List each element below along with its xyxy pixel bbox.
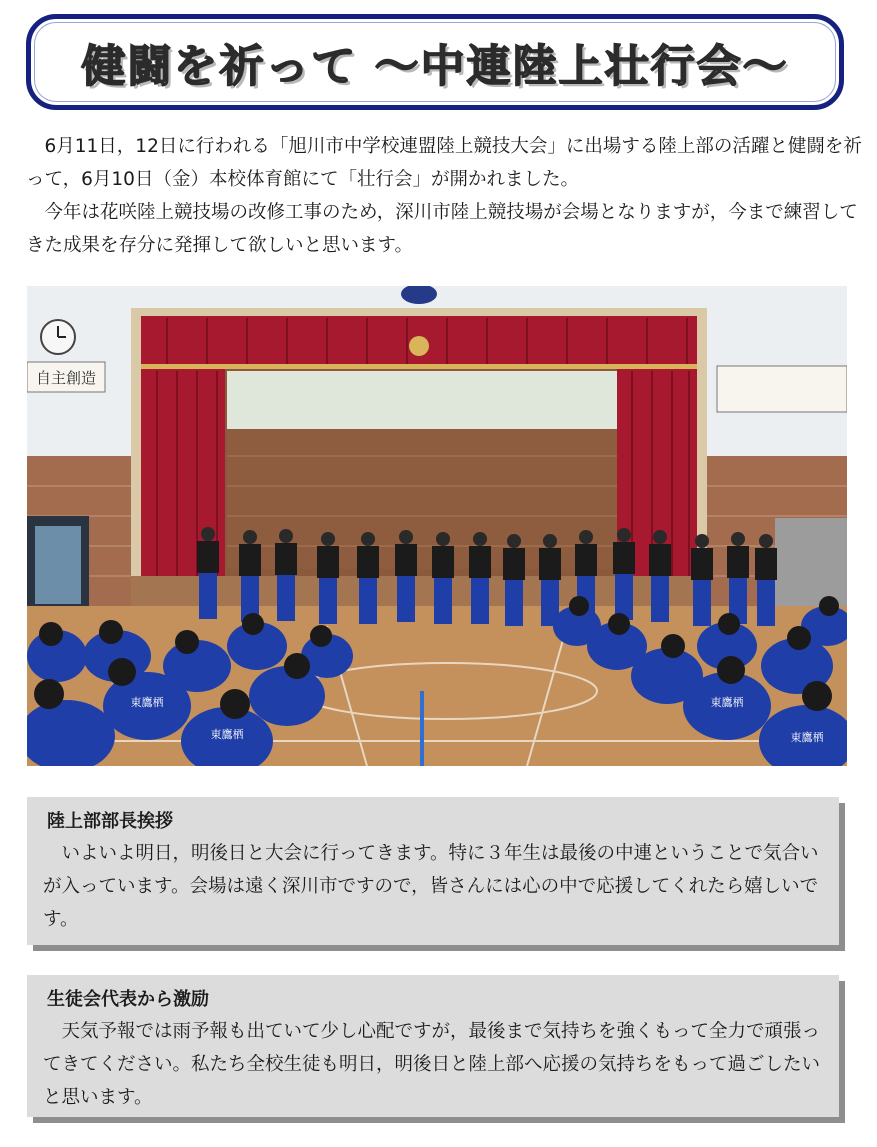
message-title: 生徒会代表から激励 [47, 989, 209, 1010]
jersey-text: 東鷹栖 [790, 731, 824, 744]
student-council-message [27, 975, 839, 1117]
jersey-text: 東鷹栖 [710, 696, 744, 709]
jersey-text: 東鷹栖 [130, 696, 164, 709]
jersey-text: 東鷹栖 [210, 728, 244, 741]
emblem-icon [409, 336, 429, 356]
page-title: 健闘を祈って ～中連陸上壮行会～ [81, 41, 789, 92]
club-captain-message [27, 797, 839, 945]
photo-illustration [27, 286, 847, 766]
banner-text: 自主創造 [35, 369, 97, 387]
intro-paragraph-1: 6月11日，12日に行われる「旭川市中学校連盟陸上競技大会」に出場する陸上部の活躍と健闘を祈って，6月10日（金）本校体育館にて「壮行会」が開かれました。 [26, 136, 862, 190]
intro-text [26, 130, 862, 262]
message-body: いよいよ明日，明後日と大会に行ってきます。特に３年生は最後の中連ということで気合いが入っています。会場は遠く深川市ですので，皆さんには心の中で応援してくれたら嬉しいです。 [43, 843, 819, 930]
title-banner [26, 14, 844, 110]
message-title: 陸上部部長挨拶 [47, 811, 173, 832]
message-body: 天気予報では雨予報も出ていて少し心配ですが，最後まで気持ちを強くもって全力で頑張ってきてください。私たち全校生徒も明日，明後日と陸上部へ応援の気持ちをもって過ごしたいと思います。 [43, 1021, 821, 1108]
gymnasium-photo [27, 286, 847, 766]
intro-paragraph-2: 今年は花咲陸上競技場の改修工事のため，深川市陸上競技場が会場となりますが，今まで練習してきた成果を存分に発揮して欲しいと思います。 [26, 202, 858, 256]
